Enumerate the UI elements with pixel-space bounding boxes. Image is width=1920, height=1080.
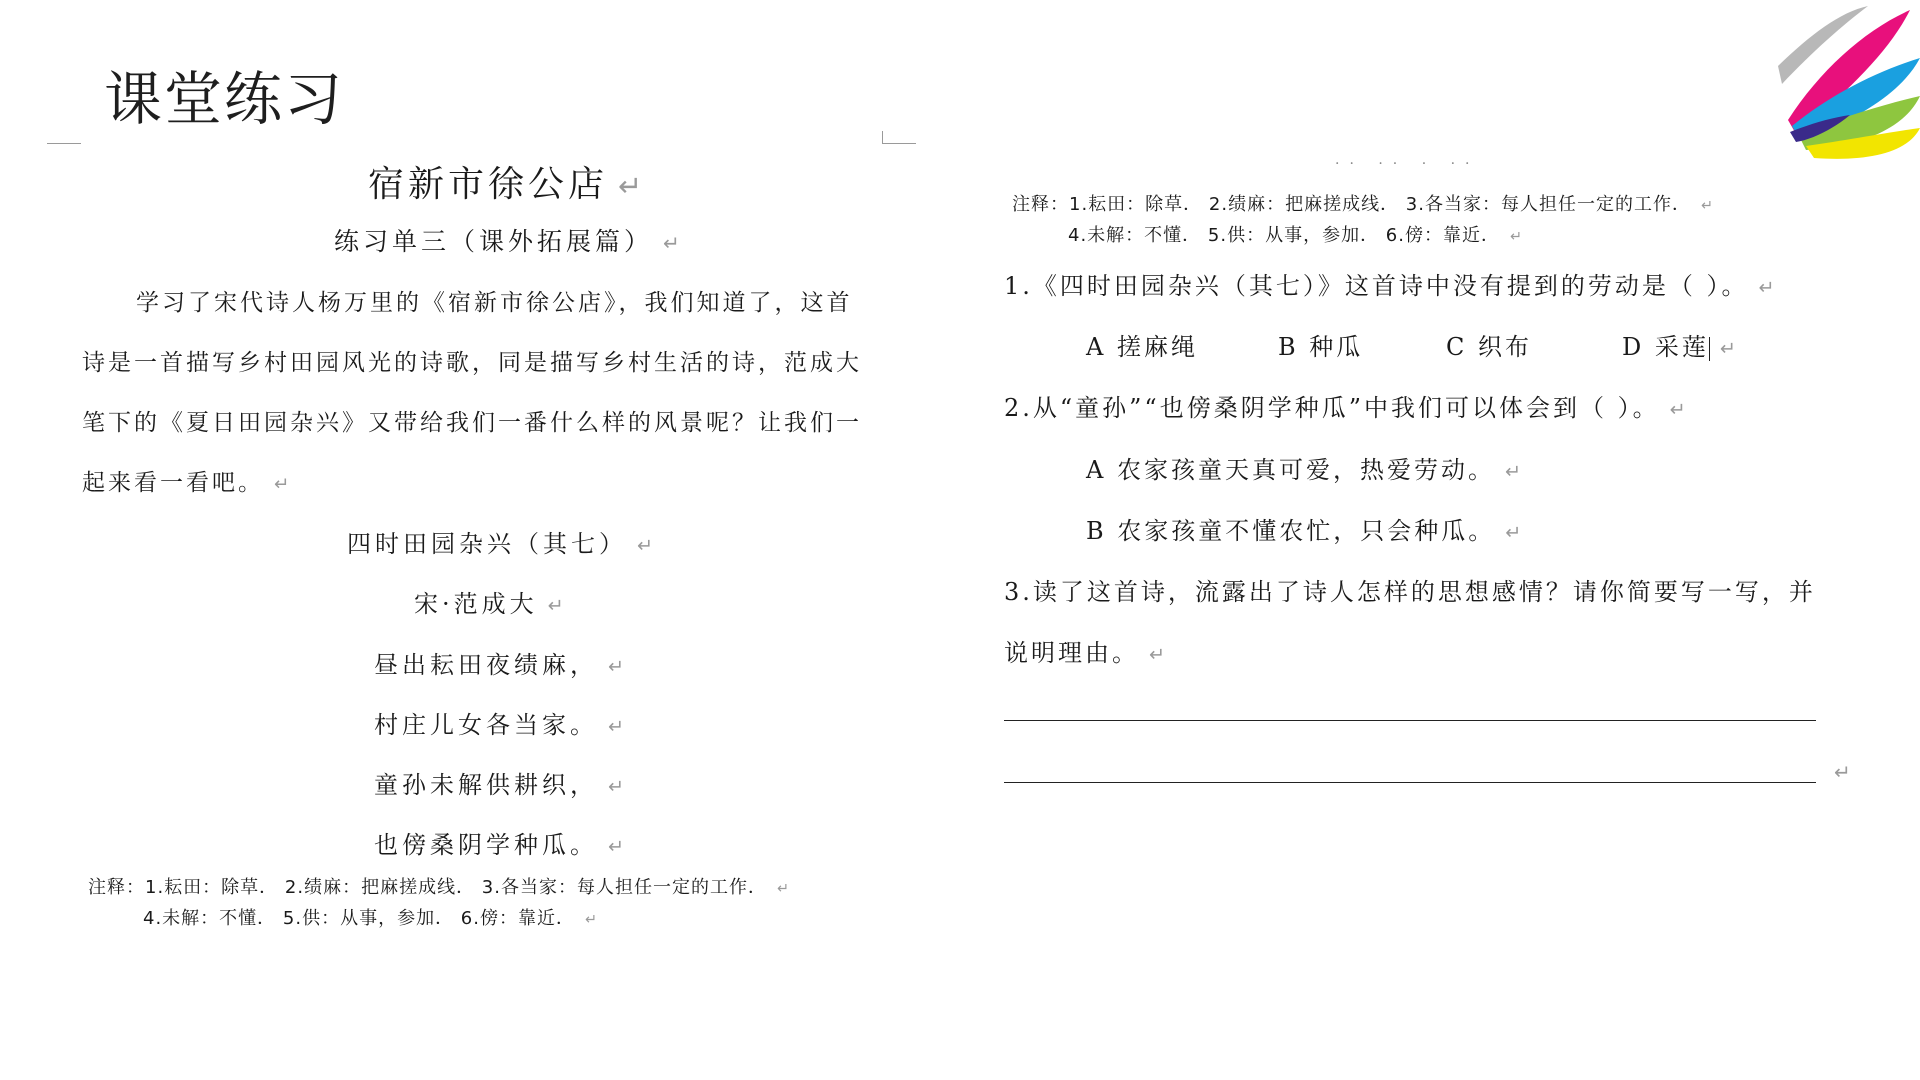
return-mark-icon: ↵ xyxy=(1509,229,1524,245)
intro-line: 笔下的《夏日田园杂兴》又带给我们一番什么样的风景呢？让我们一 xyxy=(82,410,862,436)
question-1-text: 1.《四时田园杂兴（其七）》这首诗中没有提到的劳动是（ ）。 xyxy=(1004,272,1749,300)
return-mark-icon: ↵ xyxy=(1834,760,1851,784)
return-mark-icon: ↵ xyxy=(547,594,568,617)
poem-notes-line xyxy=(1068,221,1523,247)
worksheet-title xyxy=(368,156,646,207)
poem-line-text: 童孙未解供耕织， xyxy=(374,771,598,799)
return-mark-icon: ↵ xyxy=(1700,198,1715,214)
worksheet-subtitle xyxy=(334,222,684,258)
return-mark-icon: ↵ xyxy=(608,655,629,678)
poem-notes-text: 4.未解：不懂． 5.供：从事，参加． 6.傍：靠近． xyxy=(143,908,575,929)
intro-line xyxy=(82,464,292,497)
worksheet-subtitle-text: 练习单三（课外拓展篇） xyxy=(334,227,654,256)
worksheet-title-text: 宿新市徐公店 xyxy=(368,164,609,205)
poem-notes-line xyxy=(143,904,598,930)
return-mark-icon: ↵ xyxy=(663,231,684,255)
question-2-option-a xyxy=(1086,450,1524,485)
poem-author xyxy=(414,584,568,619)
poem-title xyxy=(347,524,657,559)
question-3-text: 说明理由。 xyxy=(1004,639,1139,667)
question-2 xyxy=(1004,388,1689,423)
question-2-text: 2.从“童孙”“也傍桑阴学种瓜”中我们可以体会到（ ）。 xyxy=(1004,394,1660,422)
return-mark-icon: ↵ xyxy=(618,169,647,203)
return-mark-icon: ↵ xyxy=(608,775,629,798)
poem-title-text: 四时田园杂兴（其七） xyxy=(347,530,627,558)
return-mark-icon: ↵ xyxy=(608,715,629,738)
return-mark-icon: ↵ xyxy=(274,474,293,495)
question-1-option-d-text: D 采莲 xyxy=(1622,333,1709,361)
return-mark-icon: ↵ xyxy=(1758,276,1778,299)
cutoff-text-fragment: ·· ·· · ·· xyxy=(1335,156,1480,172)
question-3: 3.读了这首诗，流露出了诗人怎样的思想感情？请你简要写一写，并 xyxy=(1004,578,1816,606)
poem-line-text: 昼出耘田夜绩麻， xyxy=(374,651,598,679)
return-mark-icon: ↵ xyxy=(1149,643,1169,666)
page-corner-mark-right xyxy=(882,143,916,144)
poem-line-text: 也傍桑阴学种瓜。 xyxy=(374,831,598,859)
poem-notes-line xyxy=(88,873,790,899)
answer-line[interactable] xyxy=(1004,720,1816,721)
question-2-option-b xyxy=(1086,511,1524,546)
intro-line-text: 起来看一看吧。 xyxy=(82,470,264,496)
poem-notes-text: 注释：1.耘田：除草． 2.绩麻：把麻搓成线． 3.各当家：每人担任一定的工作． xyxy=(88,877,767,898)
page-corner-tick-right xyxy=(882,131,883,143)
poem-line xyxy=(374,825,628,860)
return-mark-icon: ↵ xyxy=(1504,460,1525,483)
question-1-option-b: B 种瓜 xyxy=(1278,333,1364,361)
intro-line: 学习了宋代诗人杨万里的《宿新市徐公店》，我们知道了，这首 xyxy=(136,290,853,316)
question-1-option-c: C 织布 xyxy=(1446,333,1532,361)
return-mark-icon: ↵ xyxy=(1669,398,1689,421)
poem-line xyxy=(374,765,628,800)
slide-title: 课堂练习 xyxy=(104,65,345,133)
question-2-option-a-text: A 农家孩童天真可爱，热爱劳动。 xyxy=(1086,456,1495,484)
question-1 xyxy=(1004,266,1778,301)
brush-stroke-logo-icon xyxy=(1770,0,1920,165)
poem-author-text: 宋·范成大 xyxy=(414,590,538,618)
answer-line[interactable] xyxy=(1004,782,1816,783)
poem-line-text: 村庄儿女各当家。 xyxy=(374,711,598,739)
return-mark-icon: ↵ xyxy=(1505,521,1525,544)
return-mark-icon: ↵ xyxy=(608,835,629,858)
poem-line xyxy=(374,705,628,740)
poem-line xyxy=(374,645,628,680)
text-cursor xyxy=(1709,337,1710,361)
question-1-option-a: A 搓麻绳 xyxy=(1086,333,1198,361)
poem-notes-text: 注释：1.耘田：除草． 2.绩麻：把麻搓成线． 3.各当家：每人担任一定的工作． xyxy=(1012,194,1691,215)
intro-line: 诗是一首描写乡村田园风光的诗歌，同是描写乡村生活的诗，范成大 xyxy=(82,350,862,376)
return-mark-icon: ↵ xyxy=(1719,337,1739,360)
poem-notes-line xyxy=(1012,190,1714,216)
poem-notes-text: 4.未解：不懂． 5.供：从事，参加． 6.傍：靠近． xyxy=(1068,225,1500,246)
question-2-option-b-text: B 农家孩童不懂农忙，只会种瓜。 xyxy=(1086,517,1496,545)
return-mark-icon: ↵ xyxy=(776,881,791,897)
question-3-continued xyxy=(1004,633,1168,668)
page-corner-mark-left xyxy=(47,143,81,144)
return-mark-icon: ↵ xyxy=(637,534,658,557)
return-mark-icon: ↵ xyxy=(584,912,599,928)
question-1-option-d xyxy=(1622,327,1739,362)
